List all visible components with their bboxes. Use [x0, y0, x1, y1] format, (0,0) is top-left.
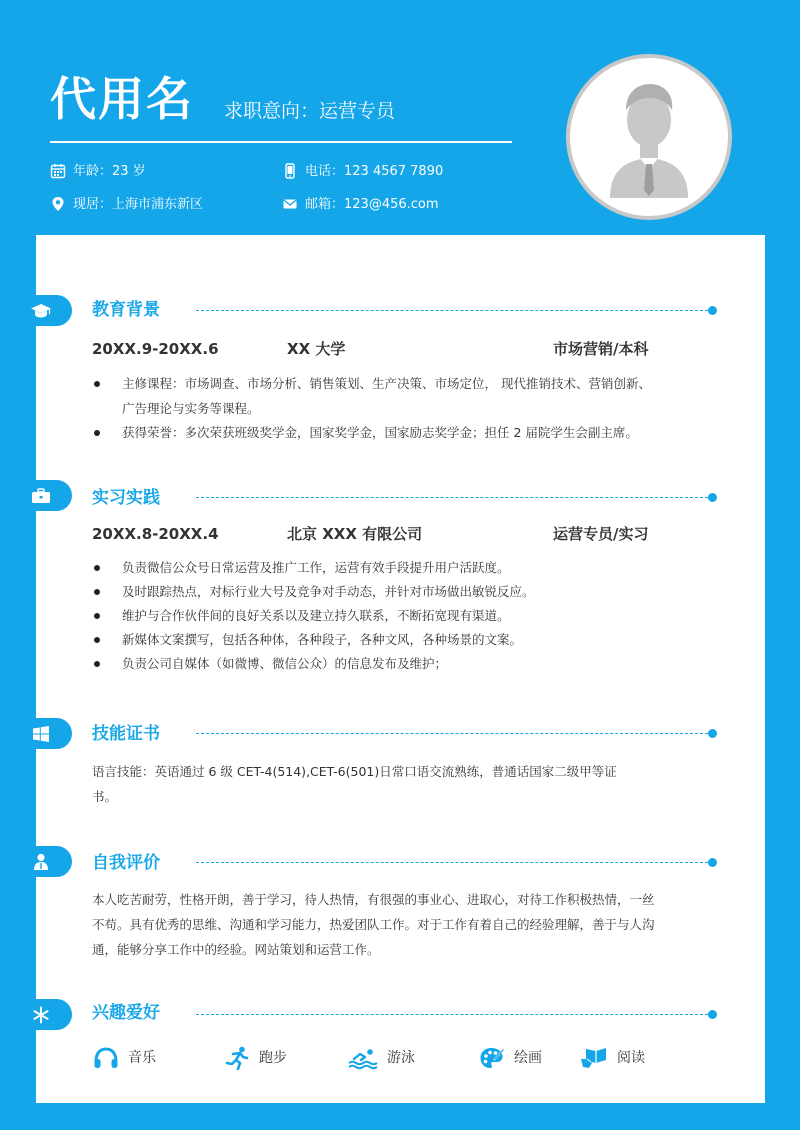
windows-grid-icon: [32, 726, 50, 742]
internship-company: 北京 XXX 有限公司: [287, 525, 423, 543]
list-bullet: [94, 565, 100, 571]
section-dot: [708, 729, 717, 738]
internship-item: 及时跟踪热点，对标行业大号及竞争对手动态，并针对市场做出敏锐反应。: [122, 584, 535, 599]
envelope-icon: [282, 196, 298, 212]
hobby-item-painting: [479, 1046, 542, 1070]
list-bullet: [94, 661, 100, 667]
hobby-item-reading: [580, 1046, 645, 1070]
location-pin-icon: [50, 196, 66, 212]
self-eval-line: 本人吃苦耐劳，性格开朗，善于学习，待人热情，有很强的事业心、进取心，对待工作积极热情，一丝: [92, 892, 655, 907]
email-text: 邮箱：123@456.com: [305, 196, 439, 212]
snowflake-icon: [32, 1006, 50, 1024]
self-eval-tab: [10, 846, 72, 877]
info-address: [50, 196, 203, 212]
self-eval-line: 不苟。具有优秀的思维、沟通和学习能力，热爱团队工作。对于工作有着自己的经验理解，善于与人沟: [92, 917, 655, 932]
person-avatar-icon: [570, 58, 728, 216]
person-icon: [33, 853, 49, 871]
education-tab: [10, 295, 72, 326]
list-bullet: [94, 637, 100, 643]
hobby-item-swimming: [348, 1046, 415, 1070]
section-title-skills: 技能证书: [92, 724, 160, 744]
section-dot: [708, 493, 717, 502]
palette-icon: [479, 1046, 505, 1070]
list-bullet: [94, 589, 100, 595]
section-dot: [708, 1010, 717, 1019]
headphones-icon: [93, 1046, 119, 1070]
internship-role: 运营专员/实习: [553, 525, 649, 543]
hobby-label: 绘画: [514, 1050, 542, 1066]
section-rule: [196, 310, 708, 311]
hobby-label: 游泳: [387, 1050, 415, 1066]
skills-tab: [10, 718, 72, 749]
calendar-icon: [50, 163, 66, 179]
section-rule: [196, 1014, 708, 1015]
internship-item: 负责公司自媒体（如微博、微信公众）的信息发布及维护；: [122, 656, 448, 671]
section-title-internship: 实习实践: [92, 488, 160, 508]
section-rule: [196, 733, 708, 734]
education-item: 广告理论与实务等课程。: [122, 401, 260, 416]
hobby-item-music: [93, 1046, 156, 1070]
phone-text: 电话：123 4567 7890: [305, 163, 444, 179]
info-age: [50, 163, 146, 179]
list-bullet: [94, 613, 100, 619]
internship-item: 新媒体文案撰写，包括各种体，各种段子，各种文风，各种场景的文案。: [122, 632, 523, 647]
hobby-label: 阅读: [617, 1050, 645, 1066]
education-item: 获得荣誉：多次荣获班级奖学金，国家奖学金，国家励志奖学金；担任 2 届院学生会副主席。: [122, 425, 638, 440]
resume-header: [0, 0, 800, 235]
internship-period: 20XX.8-20XX.4: [92, 525, 219, 543]
avatar: [566, 54, 732, 220]
section-rule: [196, 497, 708, 498]
address-text: 现居：上海市浦东新区: [73, 196, 204, 212]
section-dot: [708, 306, 717, 315]
hobby-label: 跑步: [259, 1050, 287, 1066]
education-major: 市场营销/本科: [553, 340, 649, 358]
runner-icon: [224, 1046, 250, 1070]
education-item: 主修课程：市场调查、市场分析、销售策划、生产决策、市场定位， 现代推销技术、营销创新、: [122, 376, 651, 391]
skills-line: 书。: [92, 789, 118, 804]
info-phone: [282, 163, 443, 179]
skills-line: 语言技能：英语通过 6 级 CET-4(514),CET-6(501)日常口语交流熟练，普通话国家二级甲等证: [92, 764, 617, 779]
candidate-name: 代用名: [50, 72, 194, 126]
header-divider: [50, 141, 512, 143]
book-hand-icon: [580, 1046, 608, 1070]
internship-item: 维护与合作伙伴间的良好关系以及建立持久联系，不断拓宽现有渠道。: [122, 608, 510, 623]
info-email: [282, 196, 439, 212]
self-eval-line: 通，能够分享工作中的经验。网站策划和运营工作。: [92, 942, 380, 957]
hobby-item-running: [224, 1046, 287, 1070]
age-text: 年龄：23 岁: [73, 163, 146, 179]
list-bullet: [94, 430, 100, 436]
internship-tab: [10, 480, 72, 511]
section-rule: [196, 862, 708, 863]
hobbies-tab: [10, 999, 72, 1030]
job-intent: 求职意向：运营专员: [224, 100, 396, 122]
section-title-self: 自我评价: [92, 853, 160, 873]
briefcase-icon: [31, 488, 51, 504]
mobile-phone-icon: [282, 163, 298, 179]
swimmer-icon: [348, 1046, 378, 1070]
section-title-education: 教育背景: [92, 300, 160, 320]
section-title-hobbies: 兴趣爱好: [92, 1003, 160, 1023]
hobby-label: 音乐: [128, 1050, 156, 1066]
education-school: XX 大学: [287, 340, 346, 358]
list-bullet: [94, 381, 100, 387]
section-dot: [708, 858, 717, 867]
education-period: 20XX.9-20XX.6: [92, 340, 219, 358]
internship-item: 负责微信公众号日常运营及推广工作，运营有效手段提升用户活跃度。: [122, 560, 510, 575]
graduation-cap-icon: [30, 303, 52, 319]
